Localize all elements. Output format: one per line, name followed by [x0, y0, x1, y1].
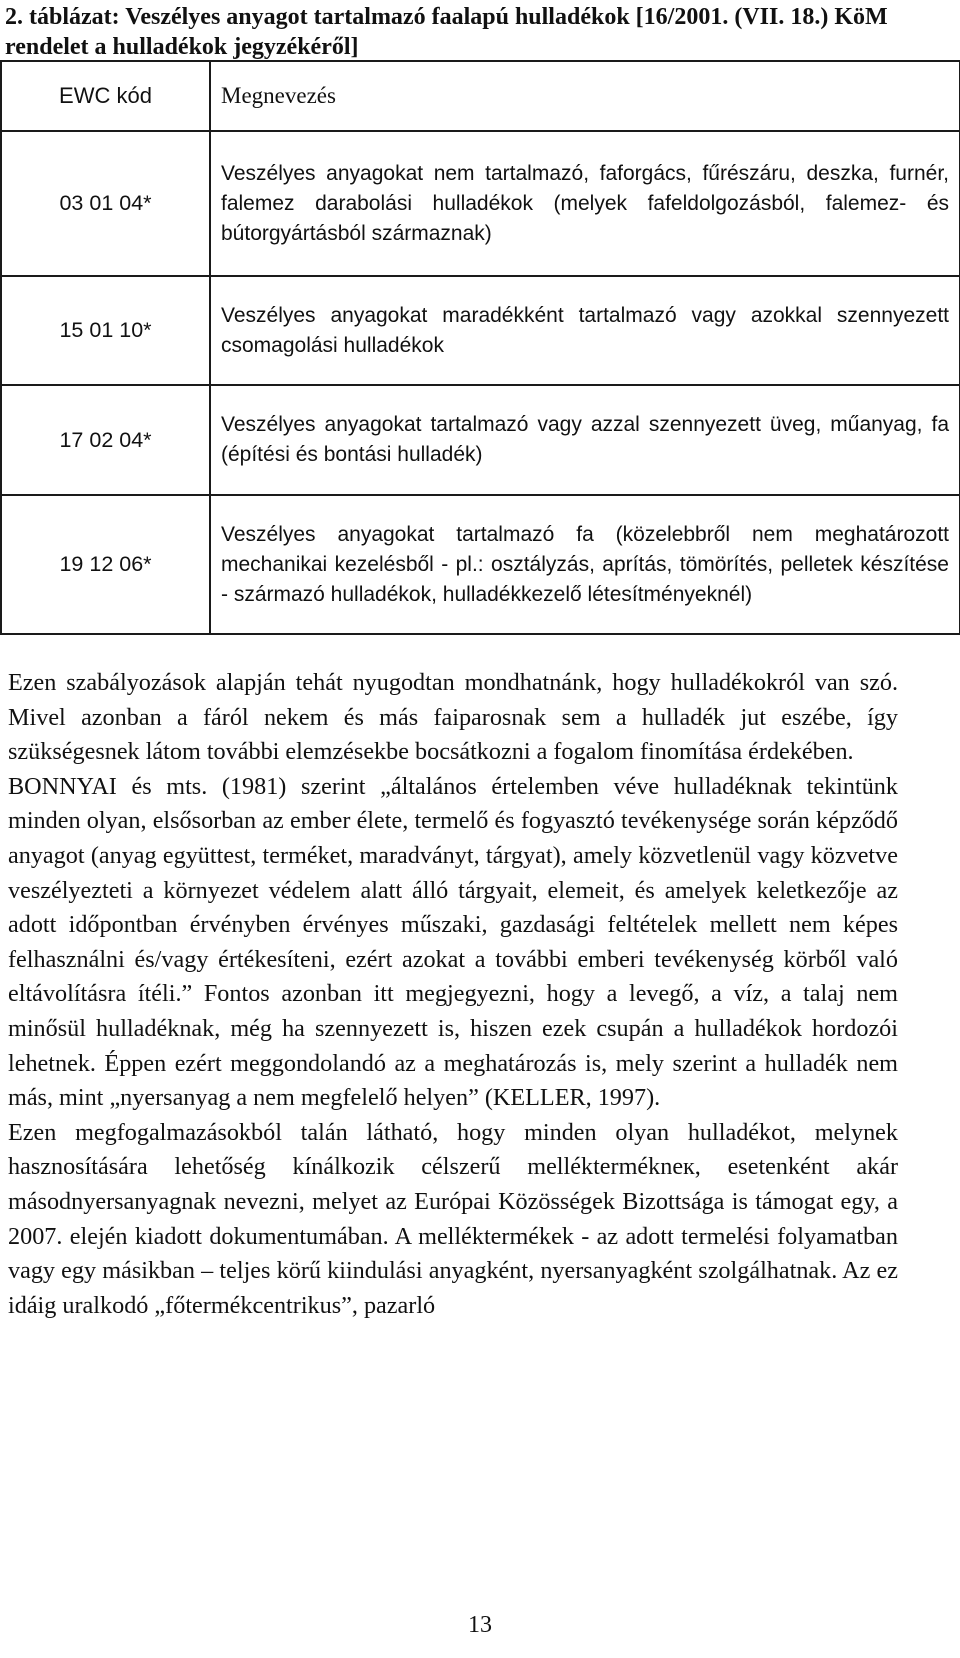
table-caption: 2. táblázat: Veszélyes anyagot tartalmazó faalapú hulladékok [16/2001. (VII. 18.) KöM rendelet a hulladékok jegyzékéről] [5, 4, 888, 60]
header-ewc-code: EWC kód [1, 61, 210, 131]
header-name: Megnevezés [210, 61, 960, 131]
paragraph: Ezen szabályozások alapján tehát nyugodtan mondhatnánk, hogy hulladékokról van szó. Mivel azonban a fáról nekem és más faiparosnak sem a hulladék jut eszébe, így szükségesnek látom további elemzésekbe bocsátkozni a fogalom finomítása érdekében. [8, 669, 898, 766]
table-row [1, 385, 960, 495]
body-text [8, 666, 898, 1323]
table-header-row [1, 61, 960, 131]
table-row [1, 495, 960, 634]
ewc-name-cell: Veszélyes anyagokat tartalmazó fa (közelebbről nem meghatározott mechanikai kezelésből - pl.: osztályzás, aprítás, tömörítés, pelletek készítése - származó hulladékok, hulladékkezelő létesítményeknél) [210, 495, 960, 634]
ewc-name-cell: Veszélyes anyagokat tartalmazó vagy azzal szennyezett üveg, műanyag, fa (építési és bontási hulladék) [210, 385, 960, 495]
ewc-code-cell: 03 01 04* [1, 131, 210, 276]
table-row [1, 131, 960, 276]
ewc-code-cell: 15 01 10* [1, 276, 210, 385]
ewc-code-cell: 17 02 04* [1, 385, 210, 495]
ewc-name-cell: Veszélyes anyagokat maradékként tartalmazó vagy azokkal szennyezett csomagolási hulladékok [210, 276, 960, 385]
paragraph: BONNYAI és mts. (1981) szerint „általános értelemben véve hulladéknak tekintünk minden olyan, elsősorban az ember élete, termelő és fogyasztó tevékenysége során képződő anyagot (anyag együttest, terméket, maradványt, tárgyat), amely közvetlenül vagy közvetve veszélyezteti a környezet védelem alatt álló tárgyait, elemeit, és amelyek keletkezője az adott időpontban érvényben érvényes műszaki, gazdasági feltételek mellett nem képes felhasználni és/vagy értékesíteni, ezért azokat a további emberi tevékenység körből való eltávolításra ítéli.” Fontos azonban itt megjegyezni, hogy a levegő, a víz, a talaj nem minősül hulladéknak, még ha szennyezett is, hiszen ezek csupán a hulladékok hordozói lehetnek. Éppen ezért meggondolandó az a meghatározás is, mely szerint a hulladék nem más, mint „nyersanyag a nem megfelelő helyen” (KELLER, 1997). [8, 772, 898, 1112]
ewc-table [0, 60, 960, 635]
table-row [1, 276, 960, 385]
ewc-name-cell: Veszélyes anyagokat nem tartalmazó, faforgács, fűrészáru, deszka, furnér, falemez darabolási hulladékok (melyek fafeldolgozásból, falemez- és bútorgyártásból származnak) [210, 131, 960, 276]
ewc-code-cell: 19 12 06* [1, 495, 210, 634]
paragraph: Ezen megfogalmazásokból talán látható, hogy minden olyan hulladékot, melynek hasznosítására lehetőség kínálkozik célszerű melléktermékneк, esetenként akár másodnyersanyagnak nevezni, melyet az Európai Közösségek Bizottsága is támogat egy, a 2007. elején kiadott dokumentumában. A melléktermékek - az adott termelési folyamatban vagy egy másikban – teljes körű kiindulási anyagként, nyersanyagként szolgálhatnak. Az ez idáig uralkodó „főtermékcentrikus”, pazarló [8, 1118, 898, 1319]
page-number: 13 [468, 1612, 492, 1638]
